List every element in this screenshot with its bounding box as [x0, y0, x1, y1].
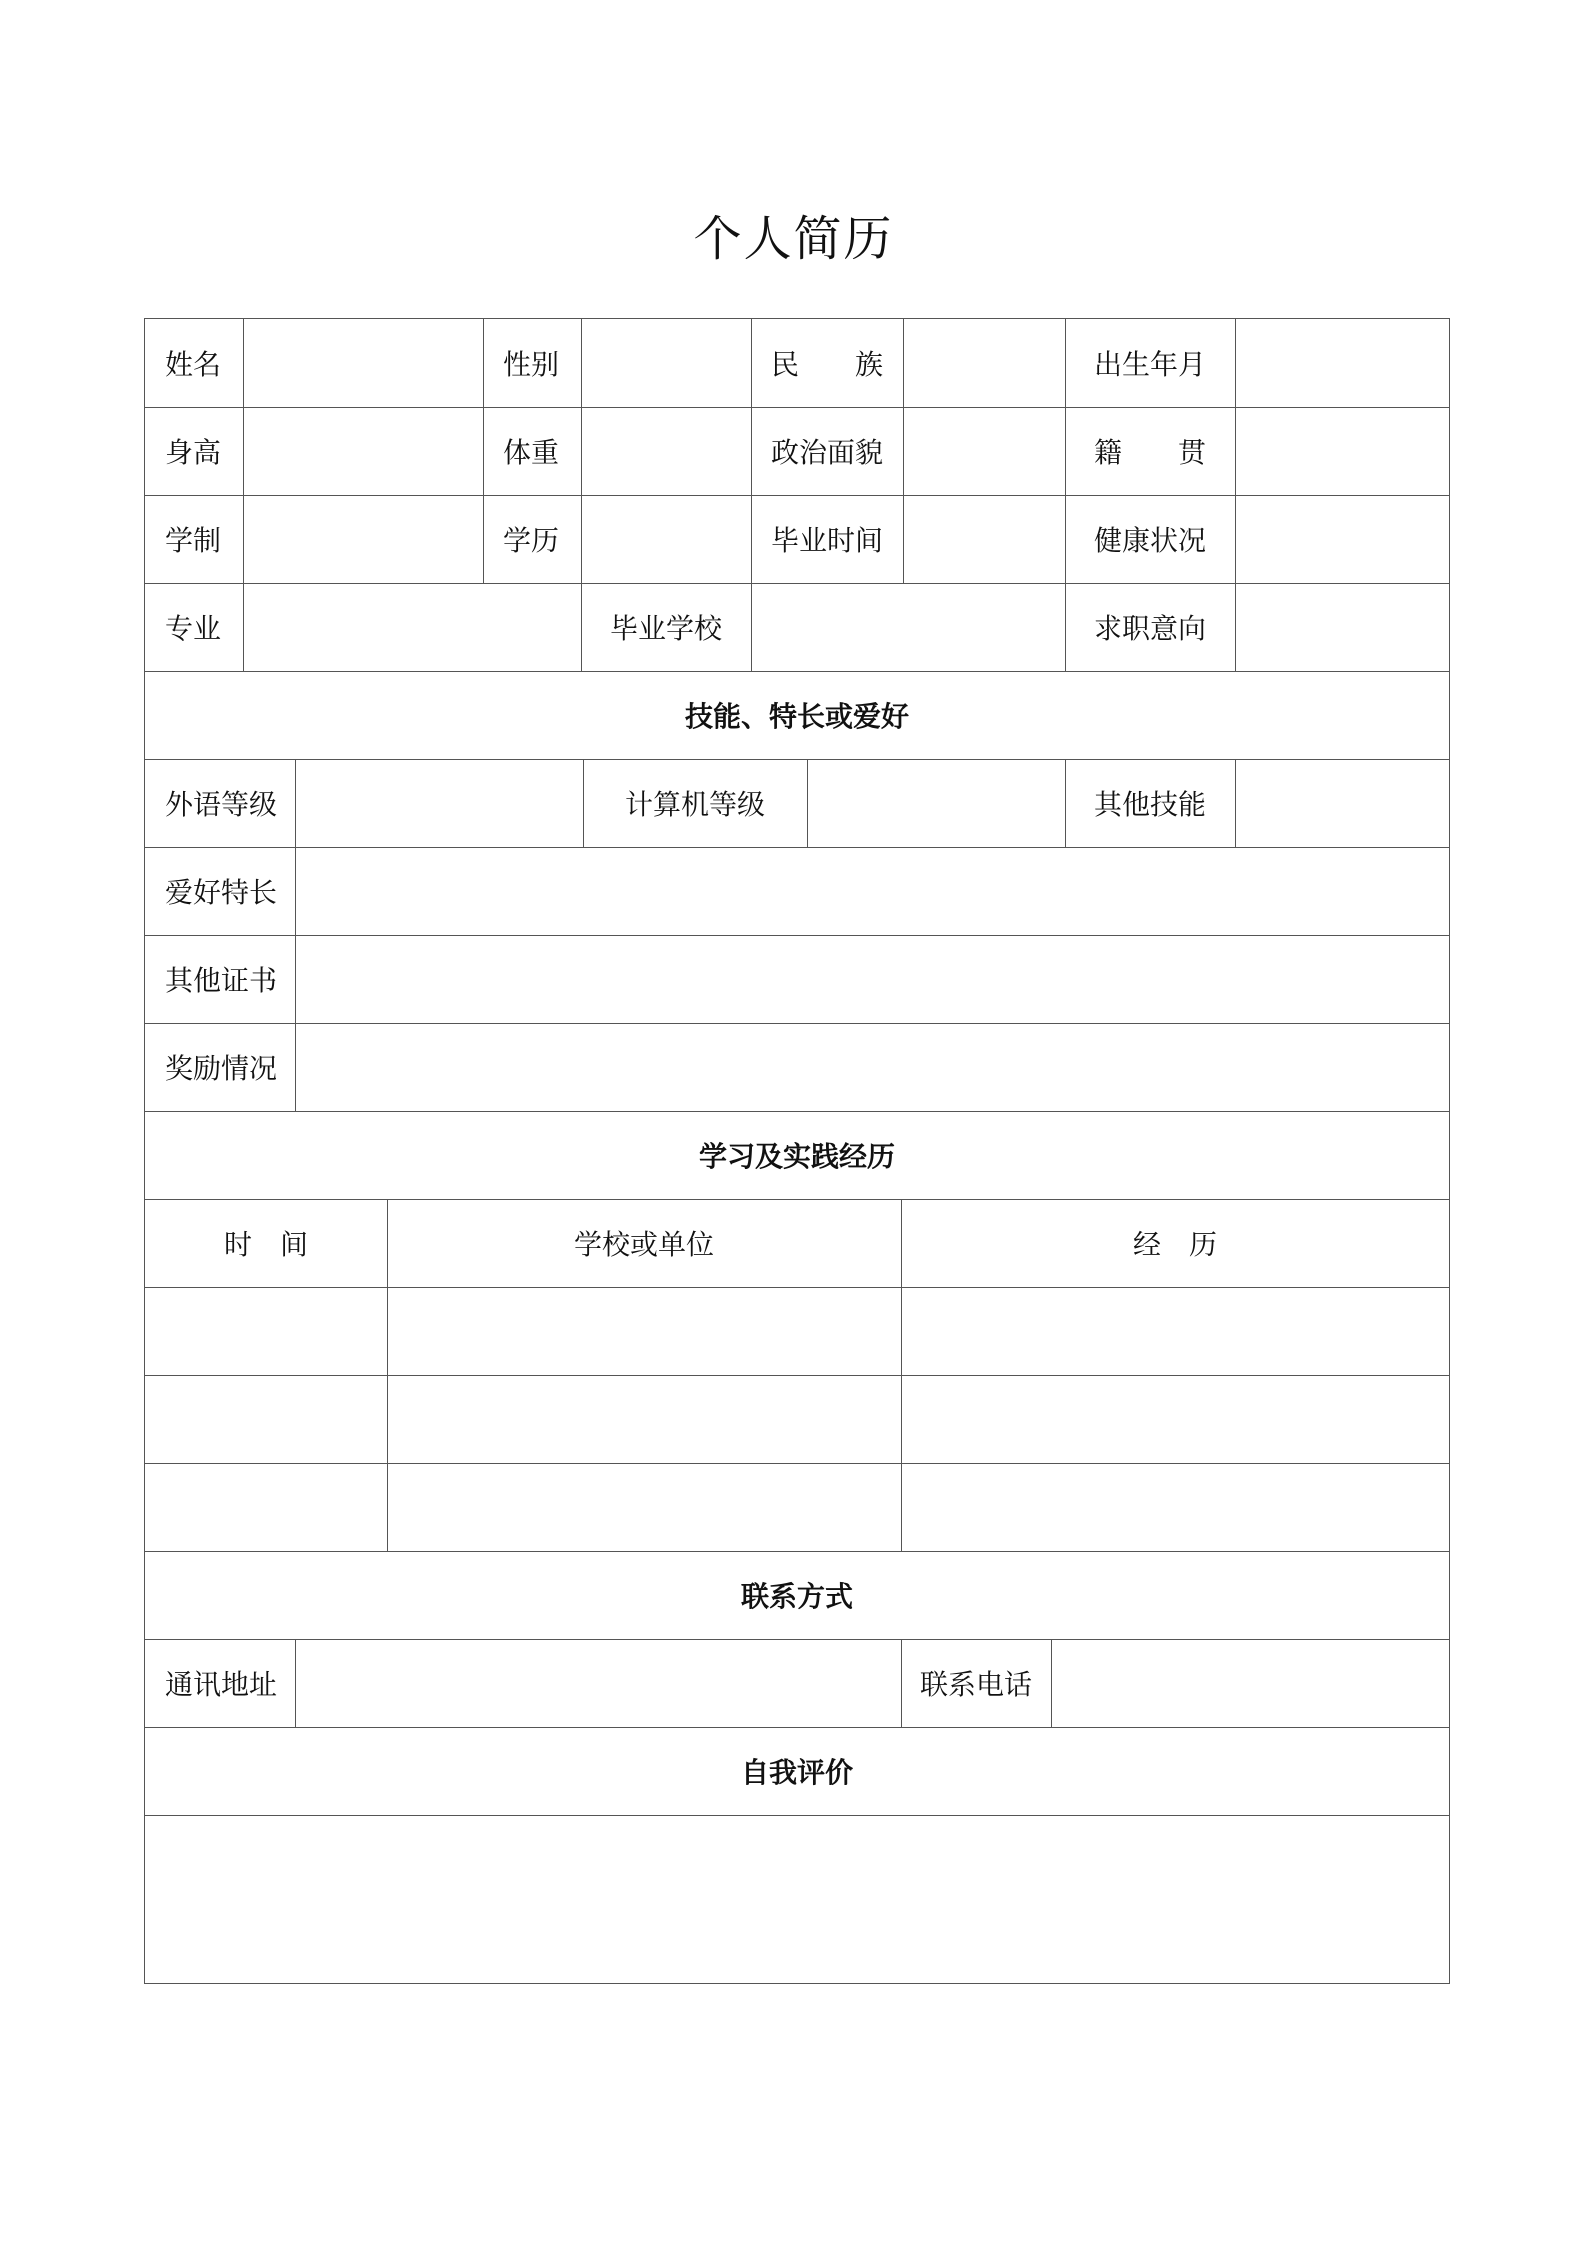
page-title: 个人简历 [693, 211, 894, 267]
address-label: 通讯地址 [165, 1668, 278, 1701]
experience-row-2-time[interactable] [145, 1375, 387, 1463]
height-label: 身高 [165, 436, 222, 469]
origin-field[interactable] [1235, 407, 1449, 495]
experience-col-experience: 经 历 [1132, 1228, 1217, 1261]
birth-label: 出生年月 [1093, 348, 1206, 381]
education-label: 学历 [503, 524, 560, 557]
skills-heading: 技能、特长或爱好 [684, 700, 909, 733]
job-intent-label: 求职意向 [1093, 612, 1206, 645]
foreign-language-field[interactable] [295, 759, 583, 847]
ethnicity-field[interactable] [903, 319, 1065, 407]
experience-row-1-time[interactable] [145, 1287, 387, 1375]
education-field[interactable] [581, 495, 751, 583]
schooling-label: 学制 [165, 524, 222, 557]
major-field[interactable] [243, 583, 581, 671]
phone-field[interactable] [1051, 1639, 1449, 1727]
certificates-label: 其他证书 [165, 964, 278, 997]
self-eval-field[interactable] [145, 1815, 1449, 1983]
weight-label: 体重 [503, 436, 560, 469]
resume-form [144, 318, 1450, 1984]
health-field[interactable] [1235, 495, 1449, 583]
certificates-field[interactable] [295, 935, 1449, 1023]
weight-field[interactable] [581, 407, 751, 495]
job-intent-field[interactable] [1235, 583, 1449, 671]
phone-label: 联系电话 [919, 1668, 1032, 1701]
awards-label: 奖励情况 [165, 1052, 278, 1085]
ethnicity-label: 民 族 [771, 348, 884, 381]
major-label: 专业 [165, 612, 222, 645]
address-field[interactable] [295, 1639, 901, 1727]
graduation-time-field[interactable] [903, 495, 1065, 583]
experience-heading: 学习及实践经历 [698, 1140, 895, 1173]
hobbies-label: 爱好特长 [165, 876, 278, 909]
other-skills-field[interactable] [1235, 759, 1449, 847]
political-field[interactable] [903, 407, 1065, 495]
foreign-language-label: 外语等级 [165, 788, 278, 821]
experience-row-3-experience[interactable] [901, 1463, 1449, 1551]
experience-row-2-experience[interactable] [901, 1375, 1449, 1463]
school-label: 毕业学校 [609, 612, 722, 645]
school-field[interactable] [751, 583, 1065, 671]
awards-field[interactable] [295, 1023, 1449, 1111]
origin-label: 籍 贯 [1093, 436, 1206, 469]
other-skills-label: 其他技能 [1093, 788, 1206, 821]
computer-level-field[interactable] [807, 759, 1065, 847]
experience-row-1-experience[interactable] [901, 1287, 1449, 1375]
experience-row-1-school[interactable] [387, 1287, 901, 1375]
health-label: 健康状况 [1093, 524, 1206, 557]
experience-col-time: 时 间 [223, 1228, 308, 1261]
gender-field[interactable] [581, 319, 751, 407]
name-label: 姓名 [165, 348, 222, 381]
experience-col-school: 学校或单位 [573, 1228, 714, 1261]
schooling-field[interactable] [243, 495, 483, 583]
hobbies-field[interactable] [295, 847, 1449, 935]
graduation-time-label: 毕业时间 [771, 524, 884, 557]
gender-label: 性别 [503, 348, 560, 381]
computer-level-label: 计算机等级 [624, 788, 765, 821]
experience-row-3-time[interactable] [145, 1463, 387, 1551]
experience-row-3-school[interactable] [387, 1463, 901, 1551]
name-field[interactable] [243, 319, 483, 407]
experience-row-2-school[interactable] [387, 1375, 901, 1463]
height-field[interactable] [243, 407, 483, 495]
birth-field[interactable] [1235, 319, 1449, 407]
political-label: 政治面貌 [771, 436, 884, 469]
self-eval-heading: 自我评价 [740, 1756, 853, 1789]
contact-heading: 联系方式 [740, 1580, 853, 1613]
